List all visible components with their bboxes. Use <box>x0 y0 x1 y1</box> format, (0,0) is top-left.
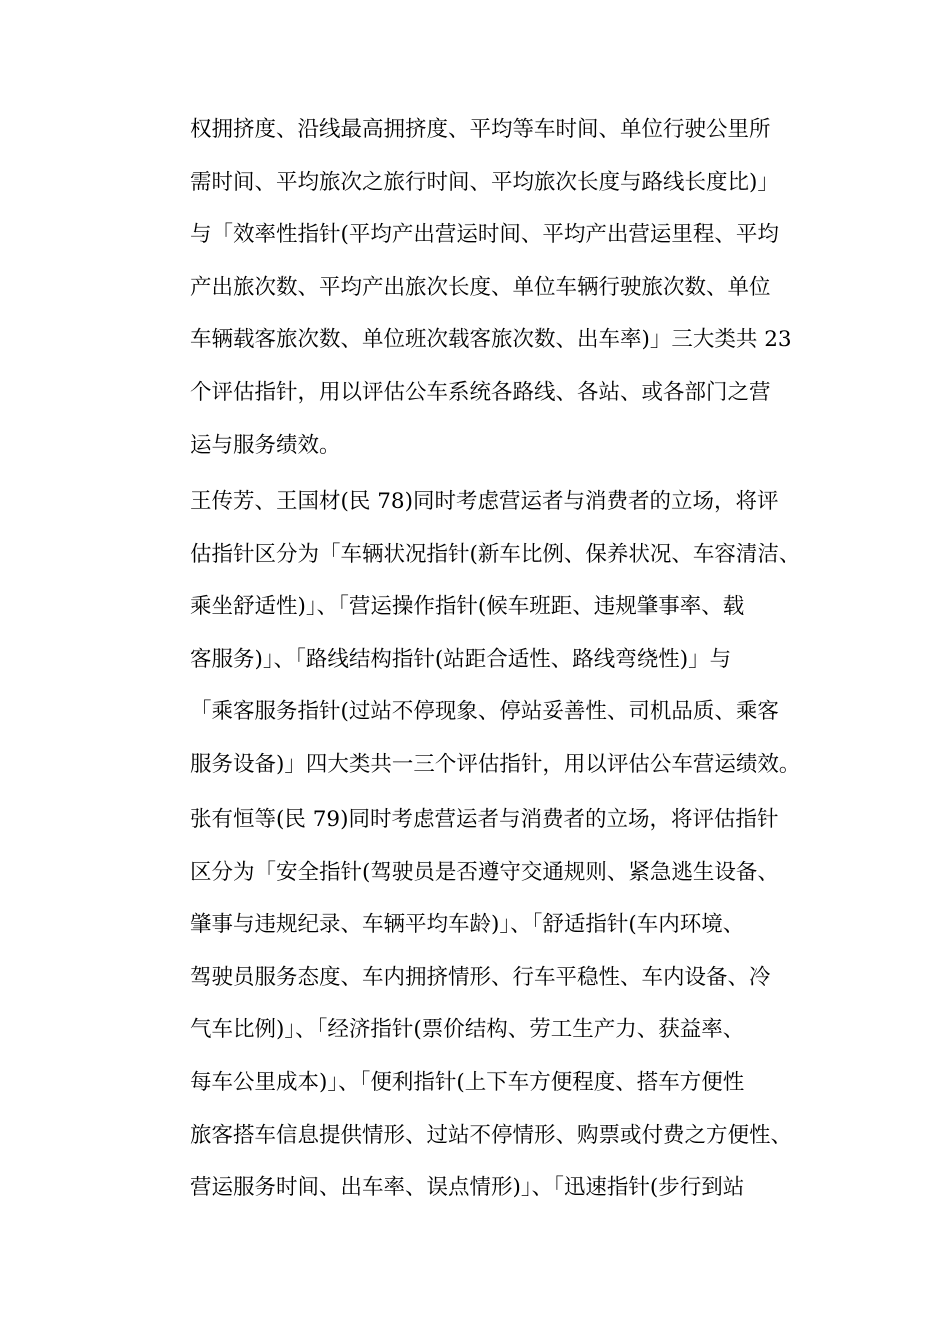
text-line: 肇事与违规纪录、车辆平均车龄)」、「舒适指针(车内环境、 <box>190 912 745 938</box>
text-line: 需时间、平均旅次之旅行时间、平均旅次长度与路线长度比)」 <box>190 169 779 195</box>
text-line: 气车比例)」、「经济指针(票价结构、劳工生产力、获益率、 <box>190 1017 745 1043</box>
text-line: 每车公里成本)」、「便利指针(上下车方便程度、搭车方便性 <box>190 1069 745 1095</box>
text-line: 车辆载客旅次数、单位班次载客旅次数、出车率)」三大类共 23 <box>190 327 792 353</box>
text-line: 产出旅次数、平均产出旅次长度、单位车辆行驶旅次数、单位 <box>190 274 771 300</box>
text-line: 个评估指针，用以评估公车系统各路线、各站、或各部门之营 <box>190 379 771 405</box>
text-line: 估指针区分为「车辆状况指针(新车比例、保养状况、车容清洁、 <box>190 541 801 567</box>
paragraph-1 <box>190 104 840 472</box>
text-line: 权拥挤度、沿线最高拥挤度、平均等车时间、单位行驶公里所 <box>190 117 771 142</box>
text-line: 客服务)」、「路线结构指针(站距合适性、路线弯绕性)」与 <box>190 646 732 672</box>
paragraph-3 <box>190 794 840 1215</box>
text-line: 乘坐舒适性)」、「营运操作指针(候车班距、违规肇事率、载 <box>190 594 745 620</box>
paragraph-2 <box>190 476 840 792</box>
text-line: 张有恒等(民 79)同时考虑营运者与消费者的立场，将评估指针 <box>190 807 779 832</box>
text-line: 与「效率性指针(平均产出营运时间、平均产出营运里程、平均 <box>190 222 779 248</box>
text-line: 营运服务时间、出车率、误点情形)」、「迅速指针(步行到站 <box>190 1175 745 1201</box>
text-line: 驾驶员服务态度、车内拥挤情形、行车平稳性、车内设备、冷 <box>190 964 771 990</box>
text-line: 旅客搭车信息提供情形、过站不停情形、购票或付费之方便性、 <box>190 1122 793 1148</box>
text-line: 王传芳、王国材(民 78)同时考虑营运者与消费者的立场，将评 <box>190 489 779 514</box>
text-line: 「乘客服务指针(过站不停现象、停站妥善性、司机品质、乘客 <box>190 699 779 725</box>
text-line: 区分为「安全指针(驾驶员是否遵守交通规则、紧急逃生设备、 <box>190 859 779 885</box>
text-line: 服务设备)」四大类共一三个评估指针，用以评估公车营运绩效。 <box>190 751 801 777</box>
text-line: 运与服务绩效。 <box>190 432 341 458</box>
